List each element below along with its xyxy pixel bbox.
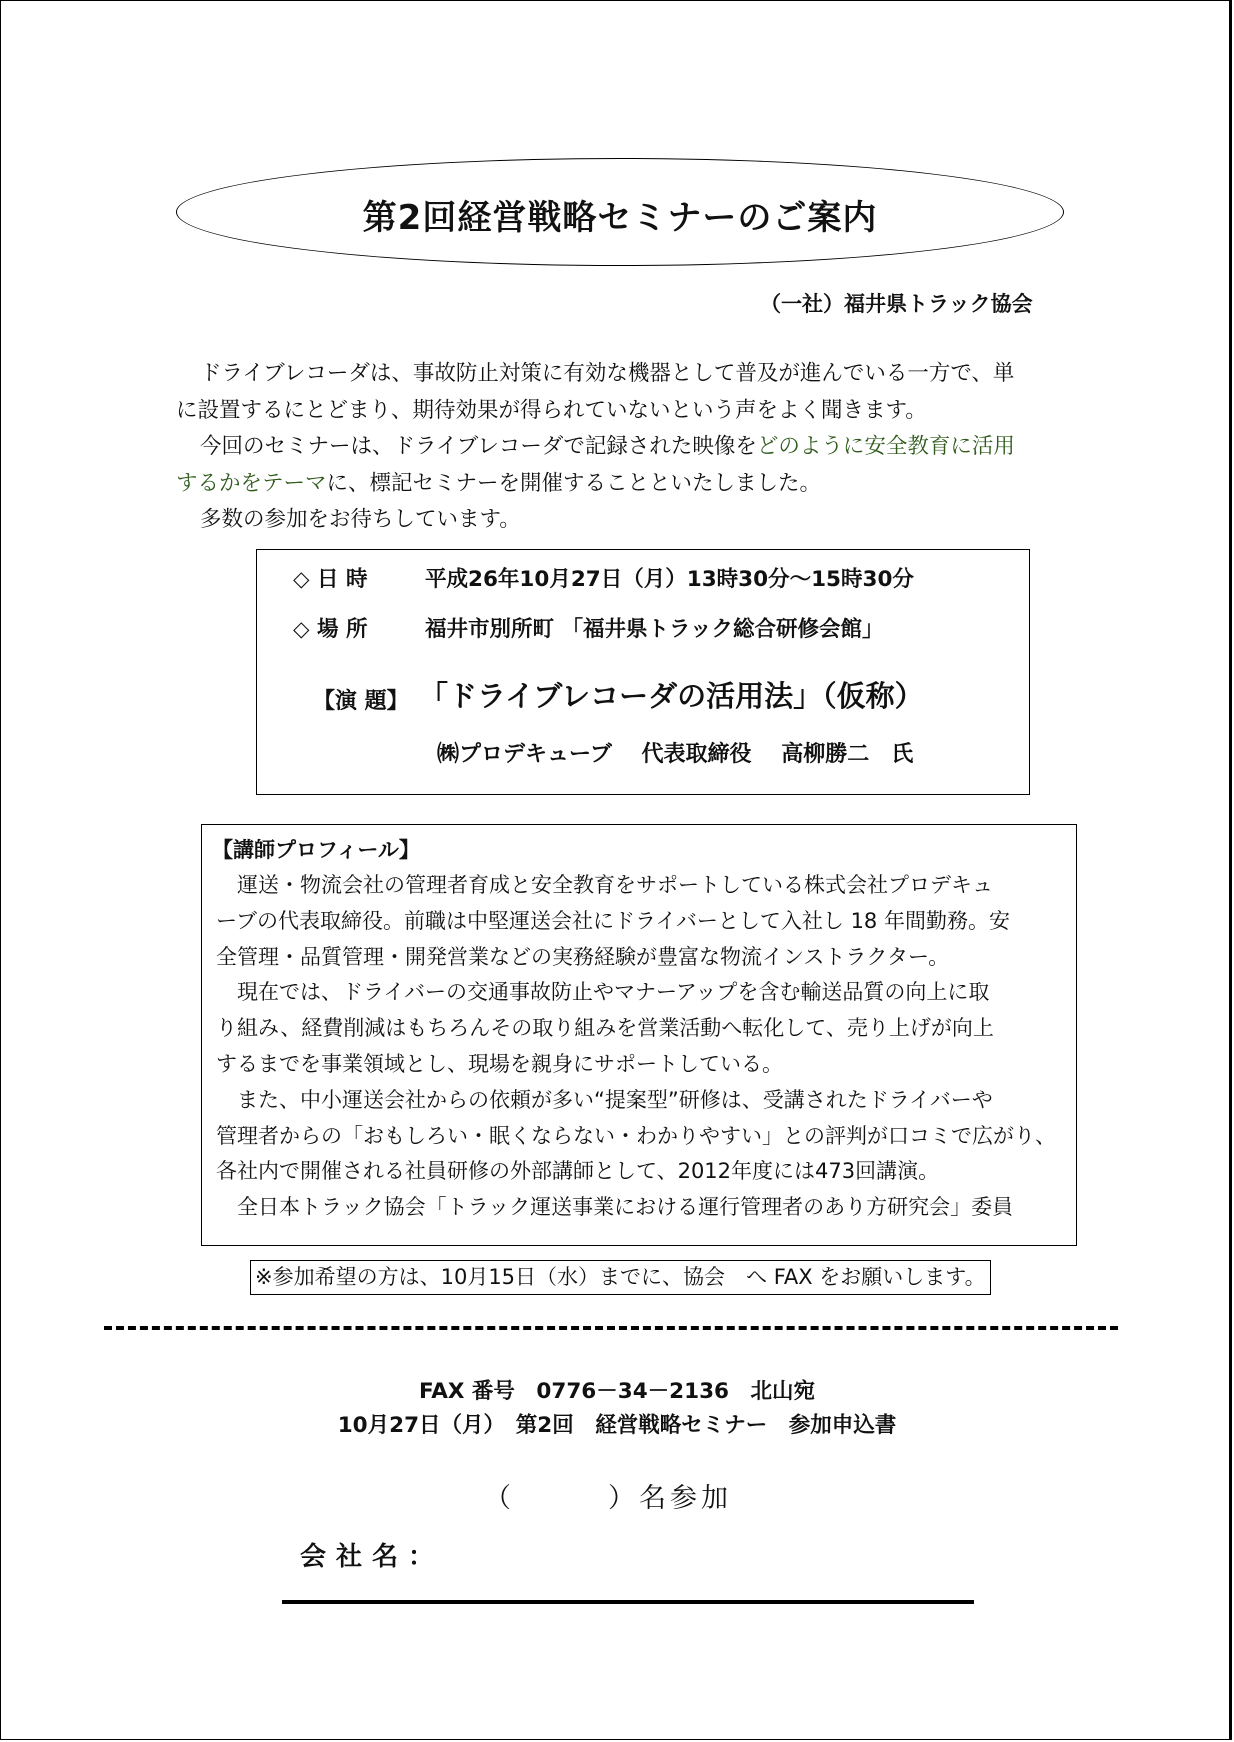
intro-line: に設置するにとどまり、期待効果が得られていないという声をよく聞きます。 — [176, 397, 927, 423]
profile-line: 全管理・品質管理・開発営業などの実務経験が豊富な物流インストラクター。 — [216, 944, 950, 969]
place-value: 福井市別所町 「福井県トラック総合研修会館」 — [425, 617, 884, 642]
date-label: ◇ 日 時 — [293, 567, 368, 592]
lecture-label: 【演 題】 — [313, 689, 409, 714]
profile-text — [216, 868, 1068, 1226]
intro-text: 今回のセミナーは、ドライブレコーダで記録された映像を — [200, 434, 757, 459]
profile-line: 現在では、ドライバーの交通事故防止やマナーアップを含む輸送品質の向上に取 — [216, 980, 990, 1005]
profile-line: 各社内で開催される社員研修の外部講師として、2012年度には473回講演。 — [216, 1159, 940, 1184]
cut-line — [104, 1326, 1118, 1330]
profile-line: ーブの代表取締役。前職は中堅運送会社にドライバーとして入社し 18 年間勤務。安 — [216, 908, 1010, 933]
intro-line: 多数の参加をお待ちしています。 — [200, 507, 521, 532]
highlight-text: どのように安全教育に活用 — [756, 434, 1015, 459]
profile-line: また、中小運送会社からの依頼が多い“提案型”研修は、受講されたドライバーや — [216, 1087, 993, 1112]
speaker-profile-box — [201, 824, 1077, 1246]
intro-line: ドライブレコーダは、事故防止対策に有効な機器として普及が進んでいる一方で、単 — [200, 361, 1015, 386]
profile-line: 全日本トラック協会「トラック運送事業における運行管理者のあり方研究会」委員 — [216, 1195, 1014, 1220]
profile-heading: 【講師プロフィール】 — [212, 838, 420, 862]
lecture-title: 「ドライブレコーダの活用法」（仮称） — [419, 679, 924, 713]
profile-line: 運送・物流会社の管理者育成と安全教育をサポートしている株式会社プロデキュ — [216, 873, 993, 897]
profile-line: 管理者からの「おもしろい・眠くならない・わかりやすい」との評判が口コミで広がり、 — [216, 1123, 1056, 1148]
date-value: 平成26年10月27日（月）13時30分～15時30分 — [425, 567, 914, 592]
page-title: 第2回経営戦略セミナーのご案内 — [362, 198, 878, 238]
organization-name: （一社）福井県トラック協会 — [760, 292, 1033, 316]
participant-count-field[interactable]: （ ）名参加 — [484, 1483, 732, 1514]
place-label: ◇ 場 所 — [293, 617, 368, 642]
event-date-row — [293, 562, 914, 593]
highlight-text: するかをテーマ — [176, 470, 327, 496]
intro-paragraph — [178, 356, 1078, 539]
profile-line: するまでを事業領域とし、現場を親身にサポートしている。 — [216, 1051, 783, 1076]
speaker-name: ㈱プロデキューブ 代表取締役 高柳勝二 氏 — [437, 742, 914, 767]
profile-line: り組み、経費削減はもちろんその取り組みを営業活動へ転化して、売り上げが向上 — [216, 1016, 994, 1041]
application-title: 10月27日（月） 第2回 経営戦略セミナー 参加申込書 — [337, 1413, 897, 1438]
deadline-notice: ※参加希望の方は、10月15日（水）までに、協会 へ FAX をお願いします。 — [250, 1260, 991, 1295]
intro-line — [178, 429, 1078, 466]
intro-line — [176, 466, 1078, 503]
intro-text: に、標記セミナーを開催することといたしました。 — [326, 470, 822, 496]
fax-number: FAX 番号 0776－34－2136 北山宛 — [418, 1379, 816, 1404]
company-name-label: 会社名： — [300, 1542, 445, 1572]
company-name-field[interactable] — [282, 1600, 974, 1604]
event-place-row — [293, 612, 884, 643]
event-info-box — [256, 549, 1030, 795]
